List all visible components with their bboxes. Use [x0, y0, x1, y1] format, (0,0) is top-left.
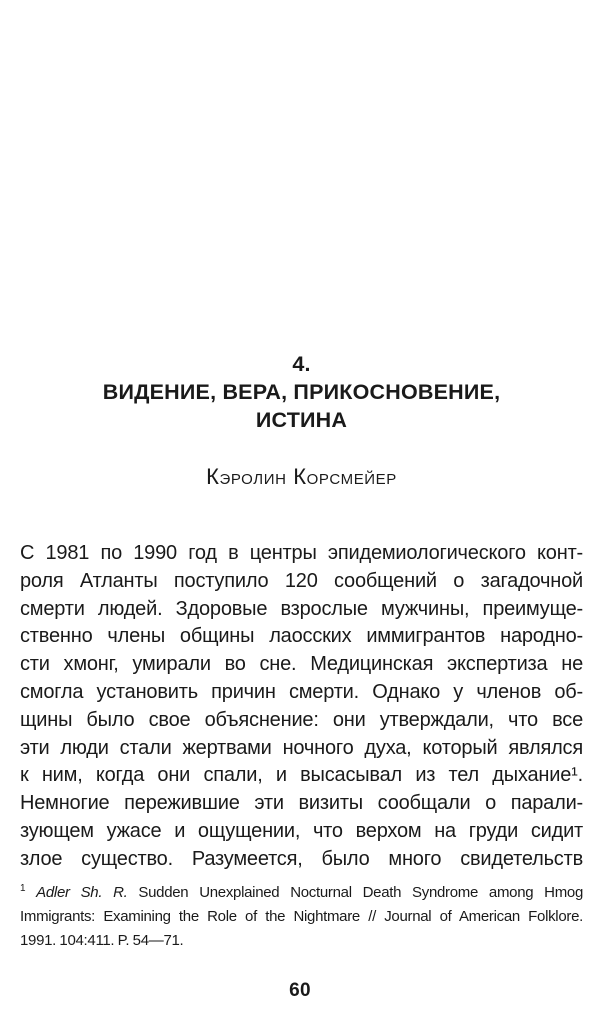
chapter-title-line-2: ИСТИНА	[255, 408, 348, 432]
chapter-title-line-1: ВИДЕНИЕ, ВЕРА, ПРИКОСНОВЕНИЕ,	[102, 380, 501, 404]
author-name: Кэролин Корсмейер	[206, 464, 397, 489]
chapter-heading	[20, 350, 583, 434]
chapter-number: 4.	[292, 352, 311, 376]
page-number: 60	[289, 980, 311, 1001]
footnote-line: 1991. 104:411. P. 54—71.	[20, 931, 184, 949]
footnote-line	[20, 881, 583, 905]
body-line: смерти людей. Здоровые взрослые мужчины, преимуще-	[20, 597, 583, 620]
footnote-text: Sudden Unexplained Nocturnal Death Syndrome among Hmog	[138, 883, 583, 901]
body-paragraph	[20, 540, 583, 874]
footnote-source-italic: Adler Sh. R.	[36, 883, 128, 901]
body-line: зующем ужасе и ощущении, что верхом на груди сидит	[20, 819, 583, 842]
body-line: смогла установить причин смерти. Однако у членов об-	[20, 680, 583, 703]
body-line: сти хмонг, умирали во сне. Медицинская экспертиза не	[20, 653, 583, 676]
footnote-line: Immigrants: Examining the Role of the Nightmare // Journal of American Folklore.	[20, 907, 583, 925]
footnote	[20, 881, 583, 953]
body-line: Немногие пережившие эти визиты сообщали о парали-	[20, 792, 583, 815]
body-line: эти люди стали жертвами ночного духа, который являлся	[20, 736, 583, 759]
body-line: С 1981 по 1990 год в центры эпидемиологического конт-	[20, 542, 583, 564]
body-line: роля Атланты поступило 120 сообщений о загадочной	[20, 569, 583, 592]
body-line: щины было свое объяснение: они утверждали, что все	[20, 708, 583, 731]
body-line: к ним, когда они спали, и высасывал из тел дыхание¹.	[20, 764, 583, 787]
body-line: ственно члены общины лаосских иммигрантов народно-	[20, 625, 583, 648]
body-line: злое существо. Разумеется, было много свидетельств	[20, 847, 583, 870]
footnote-marker: 1	[20, 882, 26, 894]
